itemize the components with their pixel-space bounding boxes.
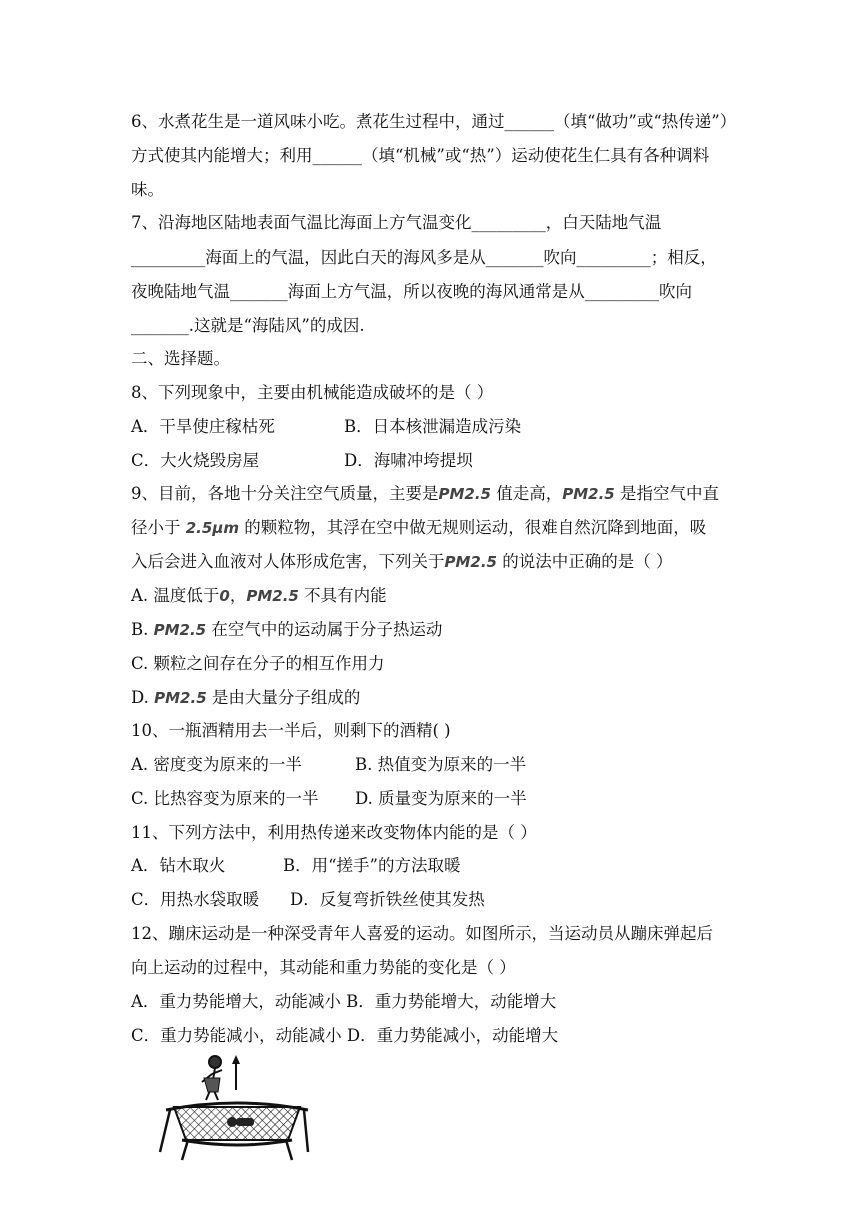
q11-stem: 11、下列方法中，利用热传递来改变物体内能的是（ ） <box>131 823 537 842</box>
pm25-symbol: PM2.5 <box>444 553 497 571</box>
q12-line-1: 12、蹦床运动是一种深受青年人喜爱的运动。如图所示，当运动员从蹦床弹起后 <box>131 924 713 943</box>
q9-option-c: C. 颗粒之间存在分子的相互作用力 <box>131 654 385 673</box>
q10-stem: 10、一瓶酒精用去一半后，则剩下的酒精( ) <box>131 721 451 740</box>
q8-option-d: D．海啸冲垮提坝 <box>344 451 473 470</box>
q6-line-2: 方式使其内能增大；利用______（填“机械”或“热”）运动使花生仁具有各种调料 <box>131 146 710 165</box>
q10-option-c: C. 比热容变为原来的一半 <box>131 789 319 808</box>
q9-line-3: 入后会进入血液对人体形成危害，下列关于PM2.5 的说法中正确的是（ ） <box>131 552 673 571</box>
pm25-symbol: PM2.5 <box>154 689 207 707</box>
q11-option-a: A．钻木取火 <box>131 856 226 875</box>
q8-option-c: C．大火烧毁房屋 <box>131 451 260 470</box>
q7-line-2: _________海面上的气温，因此白天的海风多是从_______吹向_________；相反， <box>131 248 717 267</box>
q10-option-a: A. 密度变为原来的一半 <box>131 755 302 774</box>
pm25-symbol: PM2.5 <box>153 621 207 639</box>
q8-stem: 8、下列现象中，主要由机械能造成破坏的是（ ） <box>131 383 494 402</box>
q6-line-1: 6、水煮花生是一道风味小吃。煮花生过程中，通过______（填“做功”或“热传递”） <box>131 112 737 131</box>
q11-option-b: B．用“搓手”的方法取暖 <box>283 856 461 875</box>
q12-options-cd: C．重力势能减小，动能减小 D．重力势能减小，动能增大 <box>131 1026 559 1045</box>
q12-line-2: 向上运动的过程中，其动能和重力势能的变化是（ ） <box>131 958 516 977</box>
q9-option-a: A. 温度低于0，PM2.5 不具有内能 <box>131 586 387 605</box>
q8-option-a: A．干旱使庄稼枯死 <box>131 417 275 436</box>
q7-line-1: 7、沿海地区陆地表面气温比海面上方气温变化_________，白天陆地气温 <box>131 213 662 232</box>
q11-option-d: D．反复弯折铁丝使其发热 <box>290 890 485 909</box>
zero-symbol: 0 <box>219 587 230 605</box>
q10-option-d: D. 质量变为原来的一半 <box>355 789 527 808</box>
pm25-symbol: PM2.5 <box>438 485 491 503</box>
section-heading-choice: 二、选择题。 <box>131 349 230 368</box>
q7-line-4: _______.这就是“海陆风”的成因. <box>131 316 365 335</box>
q11-option-c: C．用热水袋取暖 <box>131 890 260 909</box>
q10-option-b: B. 热值变为原来的一半 <box>355 755 527 774</box>
jumper-icon <box>202 1056 222 1100</box>
trampoline-figure <box>152 1052 312 1167</box>
q9-line-2: 径小于 2.5μm 的颗粒物，其浮在空中做无规则运动，很难自然沉降到地面，吸 <box>131 518 707 537</box>
q9-line-1: 9、目前，各地十分关注空气质量，主要是PM2.5 值走高，PM2.5 是指空气中直 <box>131 484 719 503</box>
pm25-symbol: PM2.5 <box>562 485 615 503</box>
pm25-symbol: PM2.5 <box>246 587 299 605</box>
up-arrow-icon <box>232 1055 240 1090</box>
lying-jumper-icon <box>227 1117 254 1127</box>
q6-line-3: 味。 <box>131 180 164 199</box>
q8-option-b: B．日本核泄漏造成污染 <box>344 417 522 436</box>
q12-options-ab: A．重力势能增大，动能减小 B．重力势能增大，动能增大 <box>131 992 557 1011</box>
q9-option-d: D. PM2.5 是由大量分子组成的 <box>131 688 361 707</box>
q9-option-b: B. PM2.5 在空气中的运动属于分子热运动 <box>131 620 443 639</box>
um-symbol: 2.5μm <box>185 519 239 537</box>
q7-line-3: 夜晚陆地气温_______海面上方气温，所以夜晚的海风通常是从_________吹向 <box>131 282 692 301</box>
